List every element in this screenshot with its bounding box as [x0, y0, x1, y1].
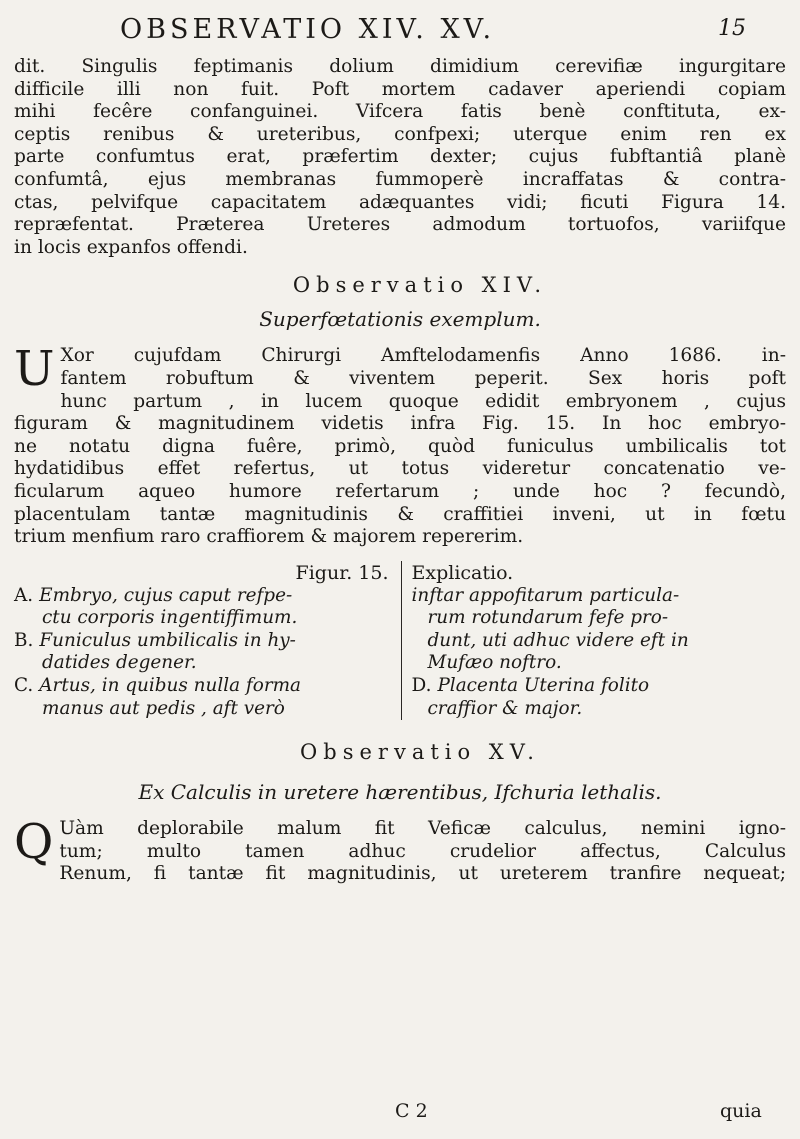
- text-line: mihi fecêre confanguinei. Vifcera fatis benè conftituta, ex-: [14, 101, 786, 123]
- text-line: tum; multo tamen adhuc crudelior affectus, Calculus: [59, 840, 786, 862]
- intro-paragraph: [14, 56, 786, 259]
- figure-title: Figur. 15.: [295, 561, 389, 584]
- observation-xv-heading: Observatio XV.: [300, 740, 540, 765]
- text-line: Renum, fi tantæ fit magnitudinis, ut ureterem tranfire nequeat;: [59, 863, 786, 885]
- text-line: Xor cujufdam Chirurgi Amftelodamenfis Anno 1686. in-: [60, 345, 786, 367]
- text-line: confumtâ, ejus membranas fummoperè incraffatas & contra-: [14, 168, 786, 190]
- legend-text: Embryo, cujus caput refpe-: [39, 584, 293, 606]
- text-line: trium menfium raro craffiorem & majorem repererim.: [14, 526, 524, 548]
- running-title: OBSERVATIO XIV. XV.: [120, 14, 496, 45]
- text-line: hunc partum , in lucem quoque edidit embryonem , cujus: [60, 390, 786, 412]
- page-number: 15: [718, 16, 746, 41]
- legend-item: [14, 698, 389, 721]
- legend-label: C.: [14, 675, 34, 697]
- figure-legend-right: [402, 561, 787, 721]
- text-line: difficile illi non fuit. Poft mortem cadaver aperiendi copiam: [14, 78, 786, 100]
- text-line: fantem robuftum & viventem peperit. Sex horis poft: [60, 367, 786, 389]
- text-line: Uàm deplorabile malum fit Veficæ calculus, nemini igno-: [59, 818, 786, 840]
- text-line: ceptis renibus & ureteribus, confpexi; uterque enim ren ex: [14, 123, 786, 145]
- legend-text: craffior & major.: [427, 697, 583, 719]
- legend-item: [412, 630, 787, 653]
- page-header: [0, 14, 800, 58]
- legend-label: A.: [14, 584, 34, 606]
- legend-text: ctu corporis ingentiffimum.: [42, 607, 298, 629]
- text-line: ne notatu digna fuêre, primò, quòd funiculus umbilicalis tot: [14, 435, 786, 457]
- text-line: in locis expanfos offendi.: [14, 236, 248, 258]
- legend-text: rum rotundarum fefe pro-: [427, 607, 669, 629]
- drop-cap: Q: [14, 814, 54, 871]
- legend-text: Mufæo noftro.: [427, 652, 562, 674]
- legend-item: [412, 675, 787, 698]
- legend-item: [14, 630, 389, 653]
- legend-text: Artus, in quibus nulla forma: [39, 675, 302, 697]
- legend-item: [14, 652, 389, 675]
- legend-item: [14, 607, 389, 630]
- text-line: ficularum aqueo humore refertarum ; unde hoc ? fecundò,: [14, 480, 786, 502]
- legend-item: [14, 675, 389, 698]
- text-line: hydatidibus effet refertus, ut totus videretur concatenatio ve-: [14, 458, 786, 480]
- explicatio-title: Explicatio.: [411, 561, 514, 584]
- legend-label: B.: [14, 629, 34, 651]
- legend-item: [412, 652, 787, 675]
- text-line: parte confumtus erat, præfertim dexter; cujus fubftantiâ planè: [14, 146, 786, 168]
- legend-item: [412, 698, 787, 721]
- figure-legend-left: [14, 561, 402, 721]
- text-line: placentulam tantæ magnitudinis & craffitiei inveni, ut in fœtu: [14, 503, 786, 525]
- legend-item: [412, 585, 787, 608]
- legend-item: [412, 607, 787, 630]
- text-line: figuram & magnitudinem videtis infra Fig. 15. In hoc embryo-: [14, 413, 786, 435]
- observation-xv-subtitle: Ex Calculis in uretere hærentibus, Ifchuria lethalis.: [138, 780, 662, 805]
- page-footer: [0, 1100, 800, 1124]
- text-line: dit. Singulis feptimanis dolium dimidium cerevifiæ ingurgitare: [14, 56, 786, 77]
- legend-text: inftar appofitarum particula-: [411, 584, 680, 606]
- text-line: ctas, pelvifque capacitatem adæquantes vidi; ficuti Figura 14.: [14, 191, 786, 213]
- observation-xv-paragraph: [14, 814, 786, 886]
- observation-xiv-paragraph: [14, 341, 786, 548]
- catchword: quia: [720, 1100, 762, 1122]
- drop-cap: U: [14, 341, 55, 398]
- legend-label: D.: [411, 675, 432, 697]
- legend-text: Placenta Uterina folito: [437, 675, 650, 697]
- observation-xiv-heading: Observatio XIV.: [292, 273, 548, 298]
- legend-text: Funiculus umbilicalis in hy-: [39, 629, 296, 651]
- text-line: repræfentat. Præterea Ureteres admodum tortuofos, variifque: [14, 214, 786, 236]
- figure-legend: [14, 561, 786, 721]
- observation-xiv-subtitle: Superfœtationis exemplum.: [259, 307, 541, 332]
- legend-text: manus aut pedis , aft verò: [42, 697, 285, 719]
- legend-text: dunt, uti adhuc videre eft in: [427, 629, 689, 651]
- legend-item: [14, 585, 389, 608]
- signature-mark: C 2: [395, 1100, 428, 1122]
- legend-text: datides degener.: [42, 652, 197, 674]
- page-content: [14, 56, 786, 886]
